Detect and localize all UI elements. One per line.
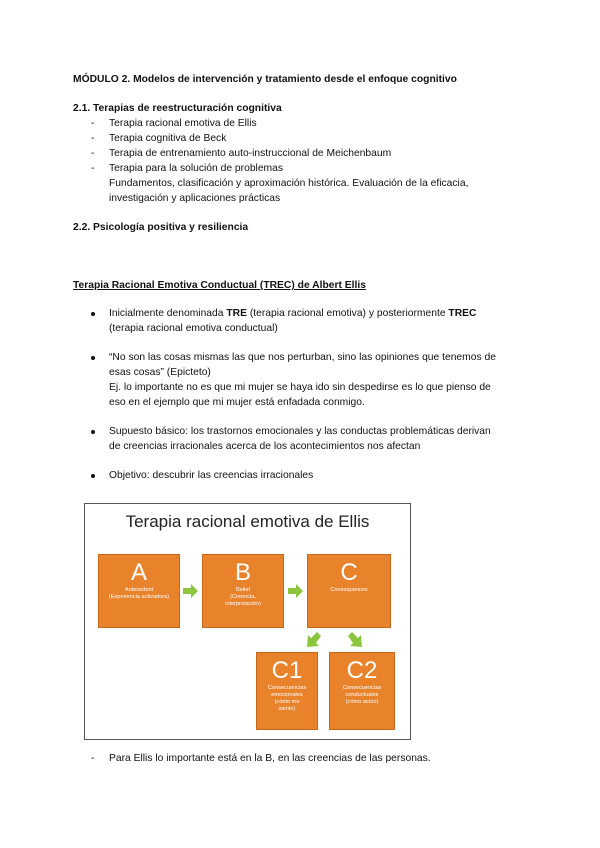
box-c1-text: emocionales [271, 692, 303, 698]
bullet-1-line-1: Inicialmente denominada TRE (terapia racional emotiva) y posteriormente TREC [109, 308, 477, 319]
closing-note: Para Ellis lo importante está en la B, en las creencias de las personas. [109, 753, 431, 764]
list-item: Terapia de entrenamiento auto-instruccional de Meichenbaum [109, 148, 392, 159]
ellis-abc-diagram [84, 503, 411, 740]
box-b-text: Belief [236, 587, 250, 593]
arrow-down-left-icon [306, 632, 322, 648]
box-b-text: (Creencia, [230, 594, 256, 600]
box-c-letter: C [340, 559, 358, 586]
bullet-marker [91, 312, 95, 316]
box-c1-letter: C1 [271, 657, 303, 684]
bullet-marker [91, 356, 95, 360]
box-b [202, 554, 284, 628]
bullet-4: Objetivo: descubrir las creencias irracionales [109, 470, 314, 481]
diagram-title: Terapia racional emotiva de Ellis [125, 512, 370, 531]
bullet-marker [91, 430, 95, 434]
box-a-letter: A [130, 559, 147, 586]
list-item: Terapia para la solución de problemas [109, 163, 284, 174]
box-c [307, 554, 391, 628]
box-c1 [256, 652, 318, 730]
list-subtext: Fundamentos, clasificación y aproximación histórica. Evaluación de la eficacia, [109, 178, 469, 189]
arrow-right-icon [183, 583, 199, 599]
box-c2 [329, 652, 395, 730]
box-c-text: Consequences [330, 587, 368, 593]
list-item: Terapia cognitiva de Beck [109, 133, 227, 144]
list-subtext: investigación y aplicaciones prácticas [109, 193, 281, 204]
dash-marker: - [91, 133, 95, 144]
box-c1-text: Consecuencias [267, 685, 307, 691]
bullet-3-line-1: Supuesto básico: los trastornos emocionales y las conductas problemáticas derivan [109, 426, 491, 437]
section-2-2-heading: 2.2. Psicología positiva y resiliencia [73, 222, 249, 233]
bullet-2-line-3: Ej. lo importante no es que mi mujer se haya ido sin despedirse es lo que pienso de [109, 382, 491, 393]
box-a-text: (Experiencia activadora) [108, 594, 170, 600]
dash-marker: - [91, 753, 95, 764]
bullet-2-line-1: “No son las cosas mismas las que nos perturban, sino las opiniones que tenemos de [109, 352, 496, 363]
box-a [98, 554, 180, 628]
box-c2-letter: C2 [346, 657, 378, 684]
list-item: Terapia racional emotiva de Ellis [109, 118, 257, 129]
section-2-1-heading: 2.1. Terapias de reestructuración cognitiva [73, 103, 282, 114]
arrow-right-icon [288, 583, 304, 599]
bullet-2-line-4: eso en el ejemplo que mi mujer está enfadada conmigo. [109, 397, 365, 408]
bullet-3-line-2: de creencias irracionales acerca de los acontecimientos nos afectan [109, 441, 421, 452]
bullet-2-line-2: esas cosas” (Epicteto) [109, 367, 211, 378]
dash-marker: - [91, 163, 95, 174]
bullet-1-line-2: (terapia racional emotiva conductual) [109, 323, 278, 334]
module-title: MÓDULO 2. Modelos de intervención y tratamiento desde el enfoque cognitivo [73, 74, 457, 85]
box-c2-text: conductuales [345, 692, 379, 698]
arrow-down-right-icon [347, 632, 363, 648]
bullet-marker [91, 474, 95, 478]
box-b-text: interpretación) [225, 601, 261, 607]
box-a-text: Antecedent [124, 587, 154, 593]
box-c1-text: siento) [278, 706, 296, 712]
box-c1-text: (cómo me [274, 699, 300, 705]
dash-marker: - [91, 148, 95, 159]
box-c2-text: Consecuencias [342, 685, 382, 691]
trec-heading: Terapia Racional Emotiva Conductual (TREC) de Albert Ellis [73, 280, 366, 291]
box-b-letter: B [234, 559, 251, 586]
box-c2-text: (cómo actúo) [345, 699, 379, 705]
dash-marker: - [91, 118, 95, 129]
